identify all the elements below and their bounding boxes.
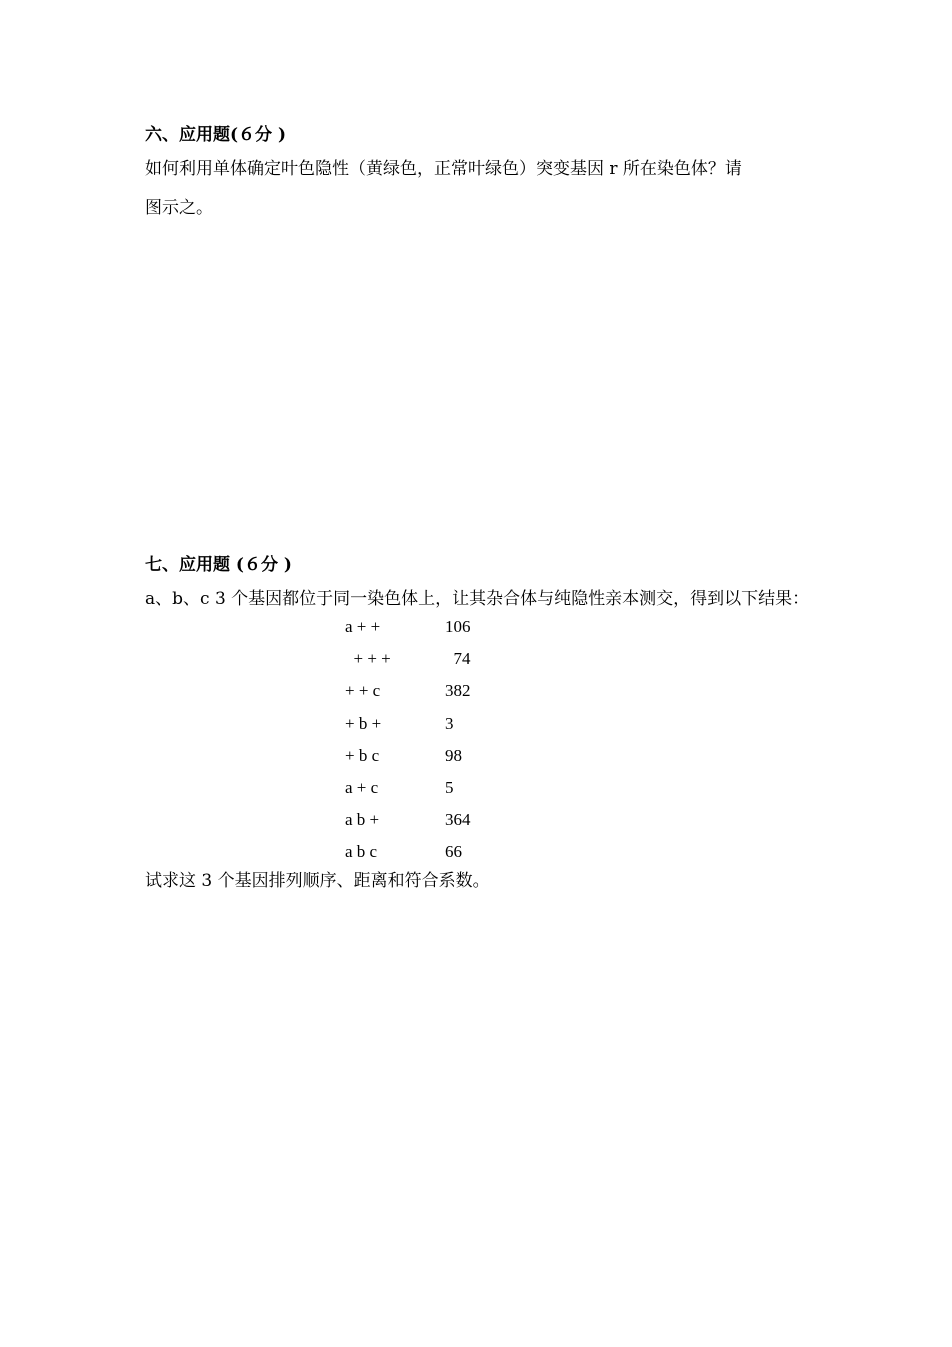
question-7-task: 试求这 3 个基因排列顺序、距离和符合系数。: [145, 871, 490, 891]
genotype-cell: + + c: [345, 681, 381, 701]
table-row: [345, 681, 505, 713]
table-row: [345, 617, 505, 649]
genotype-cell: a + c: [345, 777, 379, 797]
question-6-text-line-2: 图示之。: [145, 198, 213, 218]
question-7-intro: a、b、c 3 个基因都位于同一染色体上，让其杂合体与纯隐性亲本测交，得到以下结果：: [145, 589, 810, 609]
count-cell: 66: [445, 842, 462, 862]
table-row: [345, 714, 505, 746]
question-6-text-line-1: 如何利用单体确定叶色隐性（黄绿色，正常叶绿色）突变基因 r 所在染色体？请: [145, 159, 742, 179]
genotype-cell: + b c: [345, 745, 380, 765]
genotype-cell: + b +: [345, 713, 382, 733]
count-cell: 3: [445, 713, 454, 733]
question-7-heading: 七、应用题 (６分 ): [145, 555, 292, 575]
testcross-results-table: [345, 617, 505, 875]
table-row: [345, 778, 505, 810]
genotype-cell: a b c: [345, 842, 378, 862]
question-6-heading: 六、应用题(６分 ): [145, 125, 287, 145]
count-cell: 382: [445, 681, 471, 701]
count-cell: 364: [445, 810, 471, 830]
count-cell: 74: [445, 649, 471, 669]
table-row: [345, 649, 505, 681]
count-cell: 106: [445, 617, 471, 636]
count-cell: 98: [445, 745, 462, 765]
genotype-cell: + + +: [345, 649, 391, 669]
genotype-cell: a b +: [345, 810, 380, 830]
table-row: [345, 746, 505, 778]
genotype-cell: a + +: [345, 617, 381, 636]
table-row: [345, 810, 505, 842]
count-cell: 5: [445, 777, 454, 797]
